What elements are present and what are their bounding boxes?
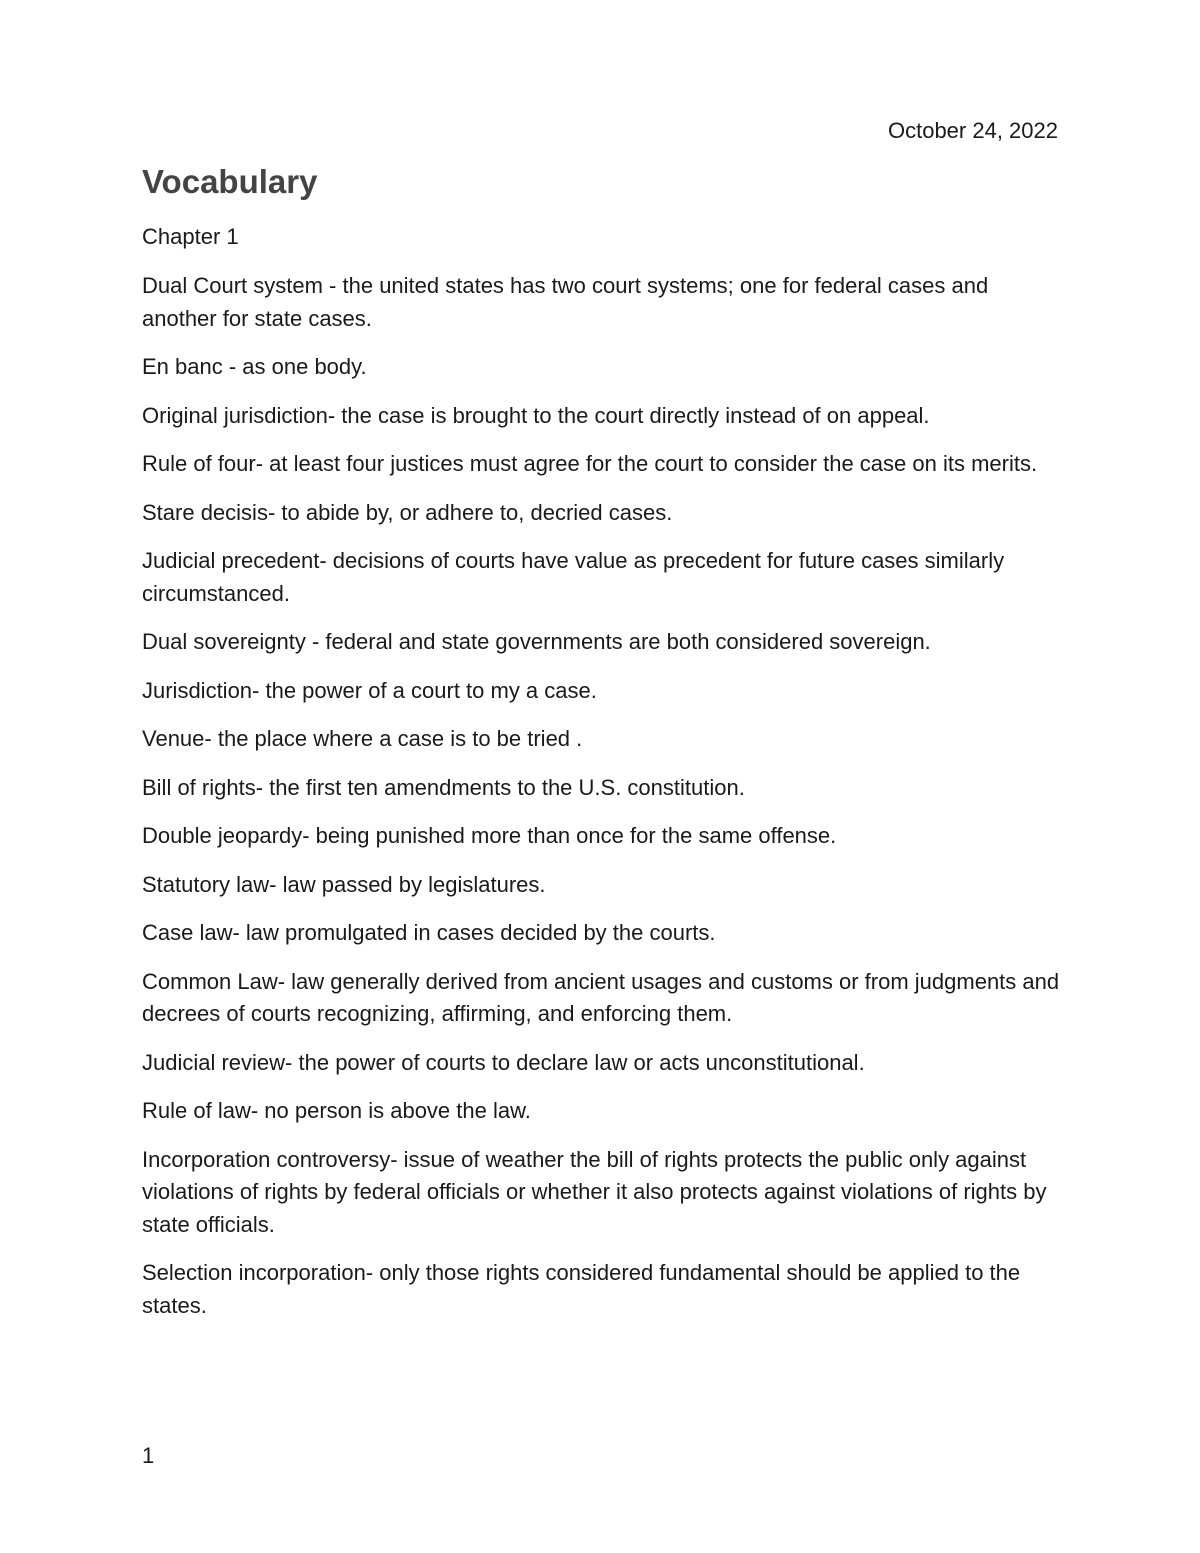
vocabulary-entry: Judicial review- the power of courts to declare law or acts unconstitutional. bbox=[142, 1049, 865, 1075]
chapter-heading: Chapter 1 bbox=[142, 224, 239, 249]
vocabulary-entry: Common Law- law generally derived from ancient usages and customs or from judgments and decrees of courts recognizing, affirming, and enforcing them. bbox=[142, 968, 1060, 1026]
vocabulary-entry: Original jurisdiction- the case is brought to the court directly instead of on appeal. bbox=[142, 402, 930, 428]
vocabulary-entry: En banc - as one body. bbox=[142, 354, 367, 379]
vocabulary-entry: Dual Court system - the united states has two court systems; one for federal cases and another for state cases. bbox=[142, 273, 989, 331]
vocabulary-entry: Rule of four- at least four justices must agree for the court to consider the case on its merits. bbox=[142, 451, 1038, 476]
vocabulary-entry: Statutory law- law passed by legislatures. bbox=[142, 871, 546, 897]
document-date: October 24, 2022 bbox=[887, 118, 1058, 143]
vocabulary-entry: Bill of rights- the first ten amendments to the U.S. constitution. bbox=[142, 774, 745, 800]
vocabulary-entry: Selection incorporation- only those rights considered fundamental should be applied to the states. bbox=[142, 1260, 1021, 1318]
vocabulary-entry: Rule of law- no person is above the law. bbox=[142, 1098, 531, 1123]
vocabulary-entry: Dual sovereignty - federal and state governments are both considered sovereign. bbox=[142, 629, 931, 654]
vocabulary-entry: Judicial precedent- decisions of courts have value as precedent for future cases similarly circumstanced. bbox=[142, 548, 1005, 606]
vocabulary-list bbox=[142, 270, 1062, 1338]
vocabulary-entry: Venue- the place where a case is to be tried . bbox=[142, 726, 583, 751]
vocabulary-entry: Case law- law promulgated in cases decided by the courts. bbox=[142, 920, 716, 945]
vocabulary-entry: Double jeopardy- being punished more than once for the same offense. bbox=[142, 823, 837, 848]
vocabulary-entry: Stare decisis- to abide by, or adhere to, decried cases. bbox=[142, 499, 673, 525]
vocabulary-entry: Jurisdiction- the power of a court to my a case. bbox=[142, 677, 597, 703]
document-title: Vocabulary bbox=[142, 163, 318, 200]
page-number: 1 bbox=[142, 1443, 155, 1468]
vocabulary-entry: Incorporation controversy- issue of weather the bill of rights protects the public only against violations of rights by federal officials or whether it also protects against violations of rights by state officials. bbox=[142, 1146, 1047, 1237]
